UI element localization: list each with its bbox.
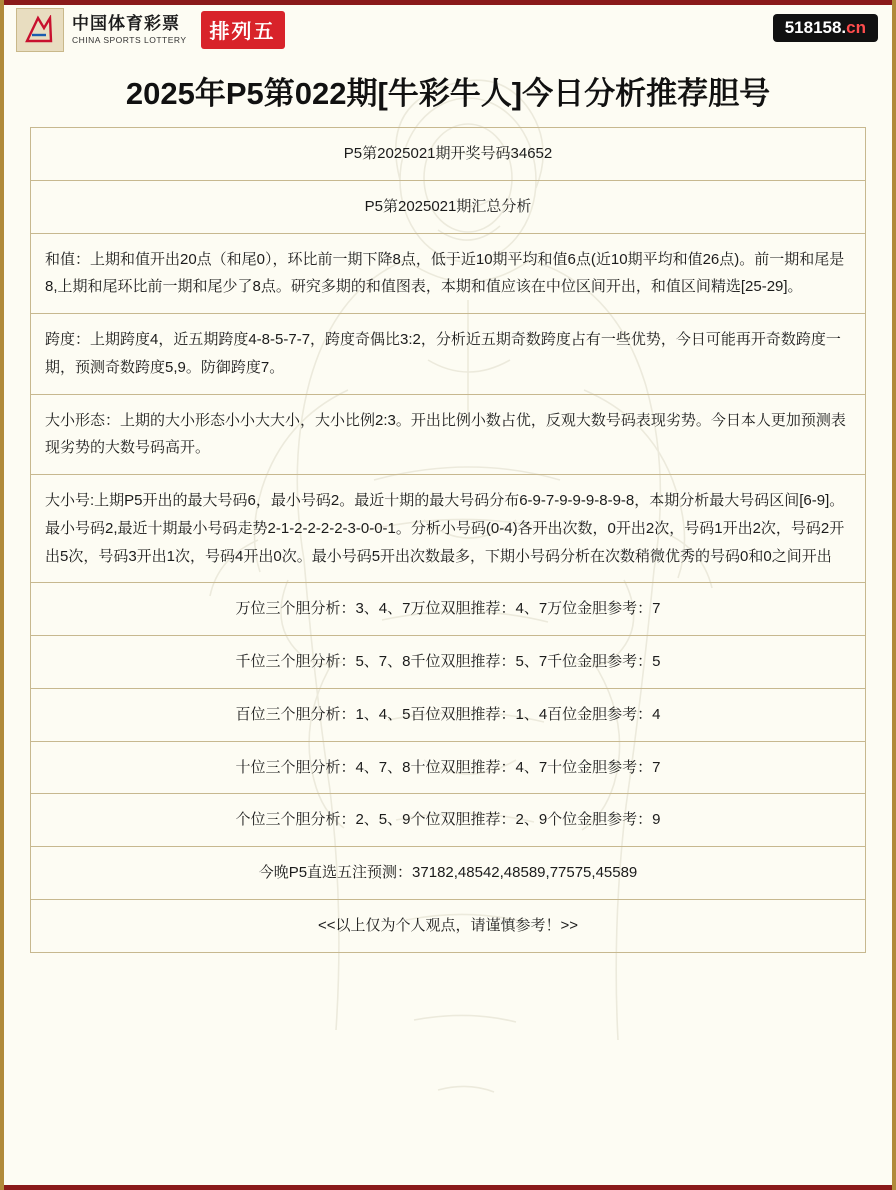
bottom-rule [4,1185,892,1190]
disclaimer-row: <<以上仅为个人观点，请谨慎参考！>> [31,899,866,952]
summary-title-row: P5第2025021期汇总分析 [31,180,866,233]
table-row [31,314,866,395]
qian-position-row: 千位三个胆分析：5、7、8千位双胆推荐：5、7千位金胆参考：5 [31,636,866,689]
site-domain-name: 518158. [784,18,847,37]
table-row [31,688,866,741]
shi-position-row: 十位三个胆分析：4、7、8十位双胆推荐：4、7十位金胆参考：7 [31,741,866,794]
page-title: 2025年P5第022期[牛彩牛人]今日分析推荐胆号 [125,76,771,111]
table-row [31,233,866,314]
site-domain-tld: cn [846,18,866,37]
forecast-row: 今晚P5直选五注预测：37182,48542,48589,77575,45589 [31,847,866,900]
size-number-row: 大小号:上期P5开出的最大号码6，最小号码2。最近十期的最大号码分布6-9-7-9-9-9-8-9-8，本期分析最大号码区间[6-9]。最小号码2,最近十期最小号码走势2-1-2-2-2-2-3-0-0-1。分析小号码(0-4)各开出次数，0开出2次，号码1开出2次，号码2开出5次，号码3开出1次，号码4开出0次。最小号码5开出次数最多，下期小号码分析在次数稍微优秀的号码0和0之间开出 [31,475,866,583]
ge-position-row: 个位三个胆分析：2、5、9个位双胆推荐：2、9个位金胆参考：9 [31,794,866,847]
sports-lottery-logo-icon [16,8,64,52]
site-header [4,0,892,62]
size-pattern-row: 大小形态：上期的大小形态小小大大小，大小比例2:3。开出比例小数占优，反观大数号码表现劣势。今日本人更加预测表现劣势的大数号码高开。 [31,394,866,475]
bai-position-row: 百位三个胆分析：1、4、5百位双胆推荐：1、4百位金胆参考：4 [31,688,866,741]
game-type-badge: 排列五 [201,11,285,49]
table-row [31,741,866,794]
site-watermark-badge [773,14,878,42]
swoosh-icon [24,15,54,45]
table-row [31,394,866,475]
brand-name-en: CHINA SPORTS LOTTERY [72,34,187,45]
draw-number-row: P5第2025021期开奖号码34652 [31,128,866,181]
table-row [31,475,866,583]
table-row [31,180,866,233]
table-row [31,128,866,181]
sum-analysis-row: 和值：上期和值开出20点（和尾0），环比前一期下降8点，低于近10期平均和值6点(近10期平均和值26点)。前一期和尾是8,上期和尾环比前一期和尾少了8点。研究多期的和值图表，本期和值应该在中位区间开出，和值区间精选[25-29]。 [31,233,866,314]
table-row [31,899,866,952]
span-analysis-row: 跨度：上期跨度4，近五期跨度4-8-5-7-7，跨度奇偶比3:2，分析近五期奇数跨度占有一些优势，今日可能再开奇数跨度一期，预测奇数跨度5,9。防御跨度7。 [31,314,866,395]
wan-position-row: 万位三个胆分析：3、4、7万位双胆推荐：4、7万位金胆参考：7 [31,583,866,636]
brand-logo [16,8,880,52]
table-row [31,636,866,689]
analysis-table [30,127,866,953]
table-row [31,794,866,847]
table-row [31,847,866,900]
brand-text [72,15,187,45]
brand-name-cn: 中国体育彩票 [72,13,180,33]
table-row [31,583,866,636]
